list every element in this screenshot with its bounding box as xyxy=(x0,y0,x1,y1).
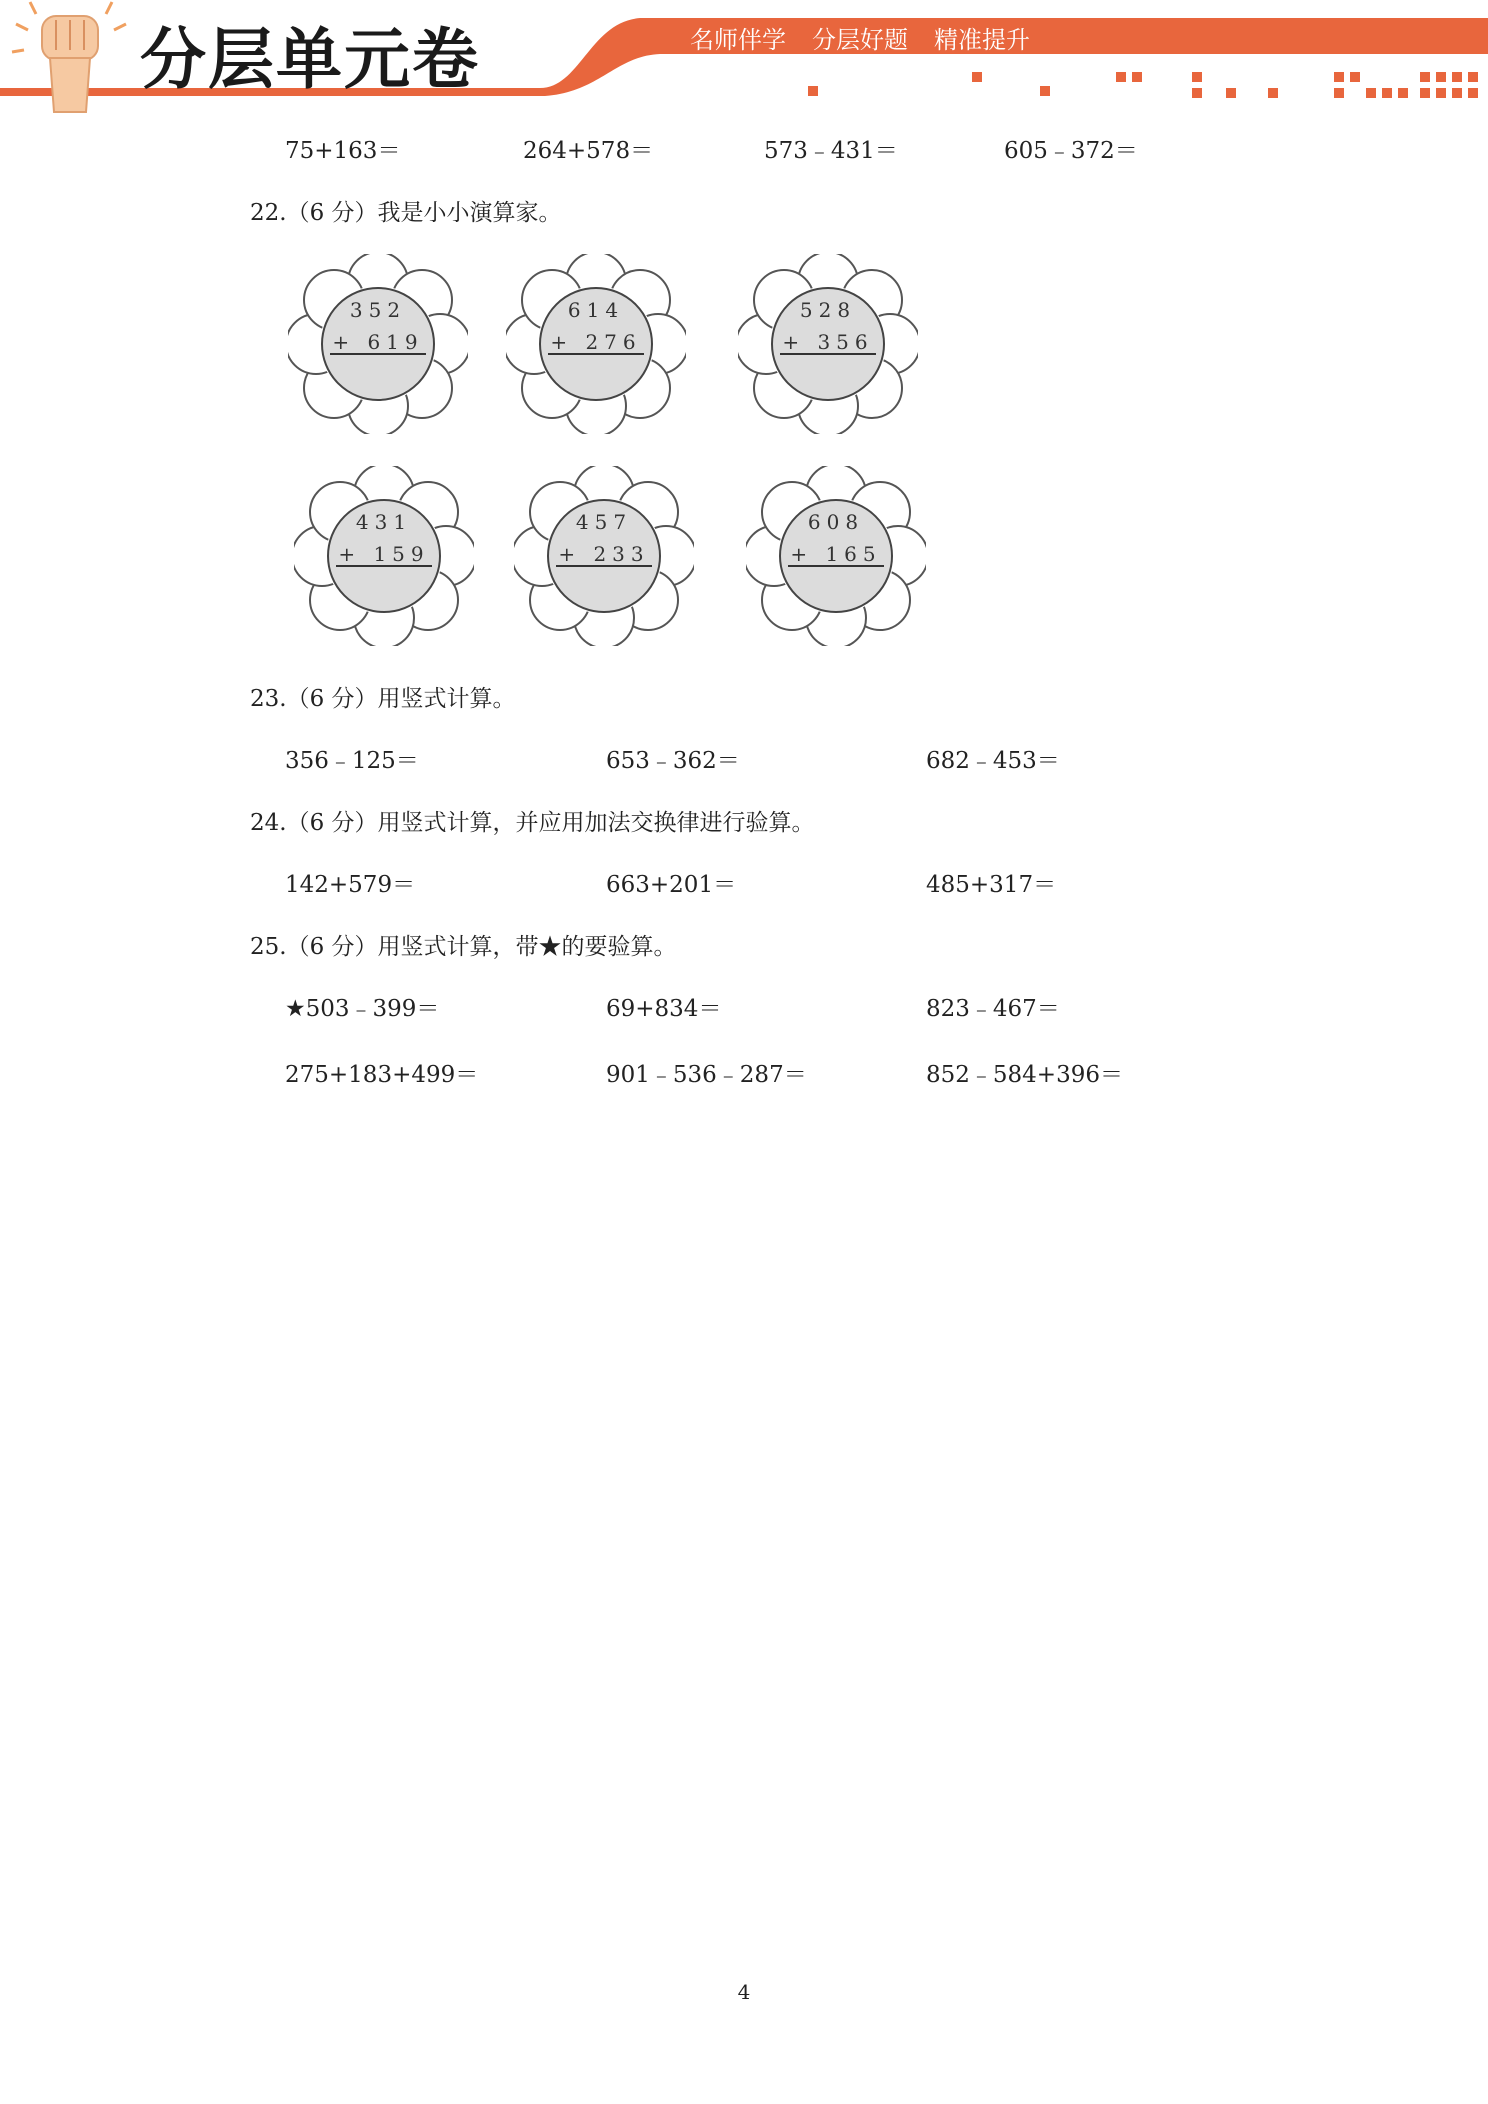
expression: 275+183+499＝ xyxy=(285,1062,479,1088)
decorative-squares xyxy=(0,0,1488,110)
expression: 852﹣584+396＝ xyxy=(926,1062,1123,1088)
expression: 605﹣372＝ xyxy=(1004,138,1138,164)
expression: 901﹣536﹣287＝ xyxy=(606,1062,807,1088)
flower-top-number: 608 xyxy=(807,510,865,534)
flower-problem xyxy=(746,466,926,646)
question-23-title: 23.（6 分）用竖式计算。 xyxy=(250,686,516,712)
flower-problem xyxy=(738,254,918,434)
flower-bottom-number: + 159 xyxy=(338,542,430,566)
flower-bottom-number: + 276 xyxy=(550,330,642,354)
expression: 663+201＝ xyxy=(606,872,737,898)
slogan-item: 精准提升 xyxy=(934,26,1030,54)
flower-problem xyxy=(288,254,468,434)
expression: 573﹣431＝ xyxy=(764,138,898,164)
flower-bottom-number: + 233 xyxy=(558,542,650,566)
expression: 653﹣362＝ xyxy=(606,748,740,774)
flower-bottom-number: + 165 xyxy=(790,542,882,566)
expression: 823﹣467＝ xyxy=(926,996,1060,1022)
slogan-item: 分层好题 xyxy=(812,26,908,54)
flower-problem xyxy=(514,466,694,646)
flower-problem xyxy=(294,466,474,646)
slogan-item: 名师伴学 xyxy=(690,26,786,54)
page-header xyxy=(0,0,1488,130)
expression: 264+578＝ xyxy=(523,138,654,164)
question-22-title: 22.（6 分）我是小小演算家。 xyxy=(250,200,562,226)
page-number: 4 xyxy=(737,1980,751,2004)
flower-top-number: 528 xyxy=(799,298,857,322)
flower-problem xyxy=(506,254,686,434)
flower-top-number: 457 xyxy=(575,510,633,534)
expression: 682﹣453＝ xyxy=(926,748,1060,774)
expression: 356﹣125＝ xyxy=(285,748,419,774)
flower-top-number: 614 xyxy=(567,298,625,322)
expression: 69+834＝ xyxy=(606,996,722,1022)
question-24-title: 24.（6 分）用竖式计算，并应用加法交换律进行验算。 xyxy=(250,810,815,836)
expression: ★503﹣399＝ xyxy=(285,996,440,1022)
expression: 485+317＝ xyxy=(926,872,1057,898)
flower-top-number: 431 xyxy=(355,510,413,534)
question-25-title: 25.（6 分）用竖式计算，带★的要验算。 xyxy=(250,934,677,960)
flower-bottom-number: + 619 xyxy=(332,330,424,354)
flower-top-number: 352 xyxy=(349,298,407,322)
expression: 142+579＝ xyxy=(285,872,416,898)
expression: 75+163＝ xyxy=(285,138,401,164)
header-title: 分层单元卷 xyxy=(140,21,480,98)
flower-bottom-number: + 356 xyxy=(782,330,874,354)
